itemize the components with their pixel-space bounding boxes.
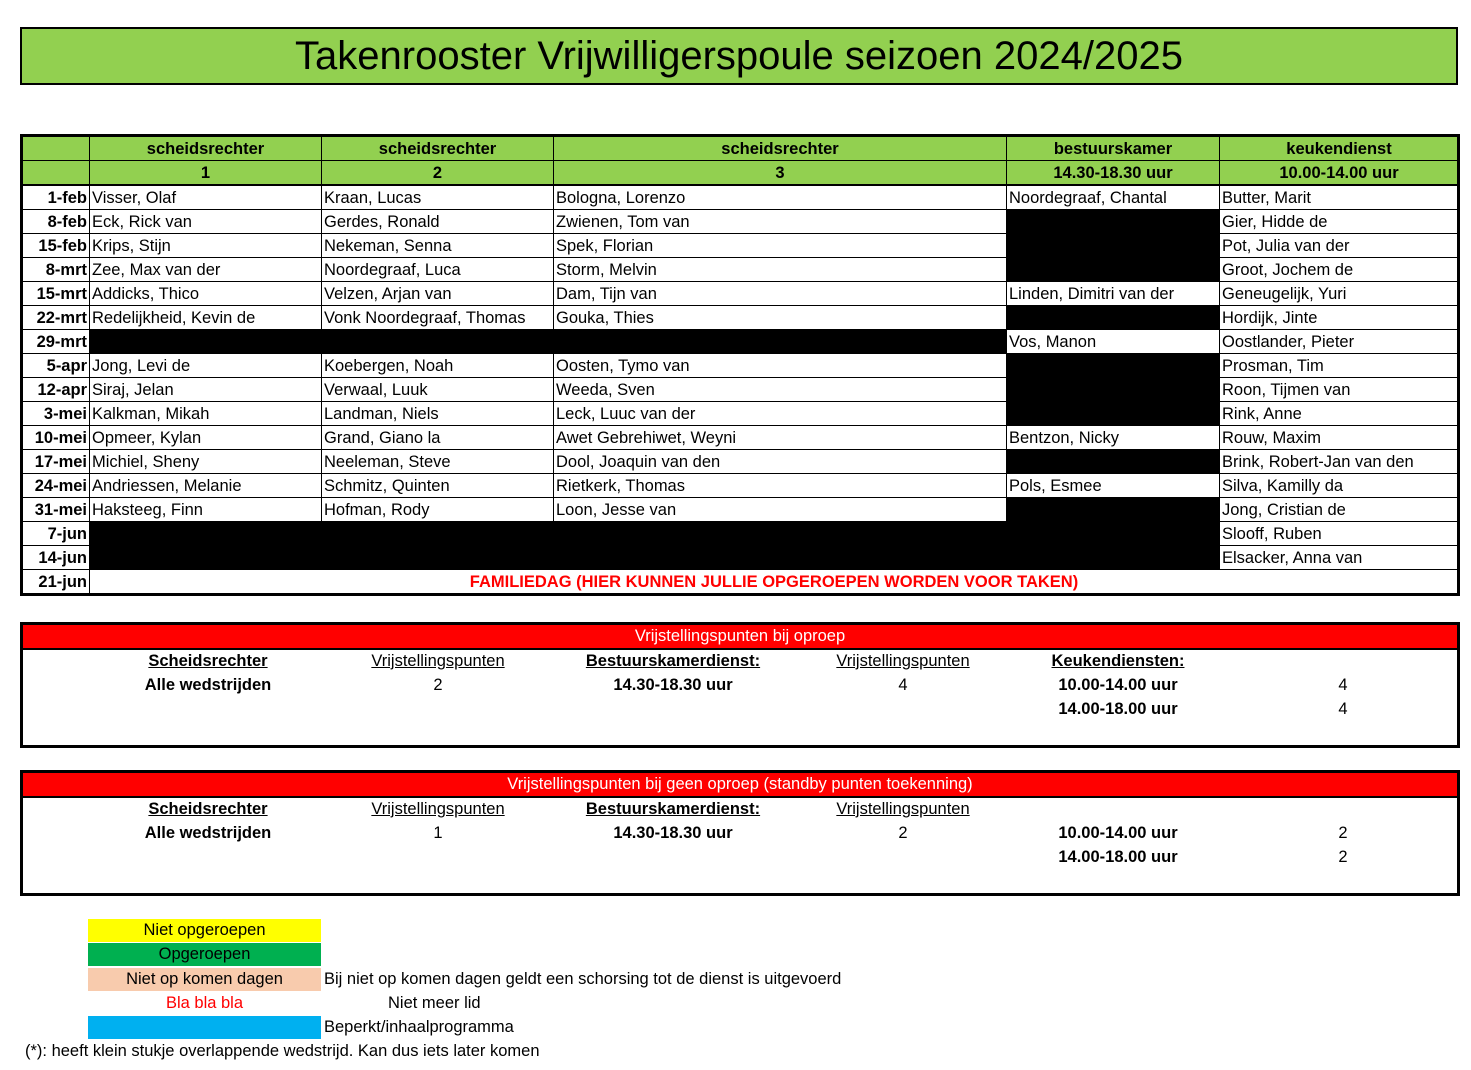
kitchen1-time: 10.00-14.00 uur [1058,676,1178,694]
name-cell: Zwienen, Tom van [554,210,1007,234]
board-time: 14.30-18.30 uur [613,824,733,842]
referee-points-label: Vrijstellingspunten [371,800,505,818]
name-cell: Slooff, Ruben [1220,522,1459,546]
name-cell: Roon, Tijmen van [1220,378,1459,402]
name-cell: Leck, Luuc van der [554,402,1007,426]
name-cell: Kalkman, Mikah [90,402,322,426]
name-cell: Butter, Marit [1220,185,1459,210]
name-cell: Oostlander, Pieter [1220,330,1459,354]
name-cell: Visser, Olaf [90,185,322,210]
name-cell: Neeleman, Steve [322,450,554,474]
date-cell: 7-jun [22,522,90,546]
header-cell: keukendienst [1220,136,1459,161]
header-cell: 3 [554,161,1007,186]
name-cell: Rink, Anne [1220,402,1459,426]
blocked-cell [1007,234,1220,258]
blocked-cell [1007,306,1220,330]
referee-label: Scheidsrechter [148,800,268,818]
name-cell: Bologna, Lorenzo [554,185,1007,210]
name-cell: Noordegraaf, Luca [322,258,554,282]
name-cell: Nekeman, Senna [322,234,554,258]
table-row [22,498,1459,522]
table-row [22,450,1459,474]
date-cell: 15-mrt [22,282,90,306]
blocked-cell [1007,378,1220,402]
date-cell: 12-apr [22,378,90,402]
family-day-row [22,570,1459,595]
name-cell: Pot, Julia van der [1220,234,1459,258]
table-row [22,522,1459,546]
referee-label: Scheidsrechter [148,652,268,670]
name-cell: Haksteeg, Finn [90,498,322,522]
name-cell: Linden, Dimitri van der [1007,282,1220,306]
page-title: Takenrooster Vrijwilligerspoule seizoen 2024/2025 [20,27,1458,85]
name-cell: Weeda, Sven [554,378,1007,402]
blocked-cell [1007,354,1220,378]
header-cell: scheidsrechter [322,136,554,161]
date-cell: 31-mei [22,498,90,522]
name-cell: Koebergen, Noah [322,354,554,378]
date-cell: 10-mei [22,426,90,450]
blocked-cell [1007,546,1220,570]
name-cell: Dool, Joaquin van den [554,450,1007,474]
kitchen2-time: 14.00-18.00 uur [1058,700,1178,718]
blocked-cell [1007,522,1220,546]
points-on-call-panel [20,622,1460,748]
date-cell: 1-feb [22,185,90,210]
name-cell: Landman, Niels [322,402,554,426]
points-standby-panel [20,770,1460,896]
roster-table [20,134,1460,596]
table-row [22,282,1459,306]
name-cell: Siraj, Jelan [90,378,322,402]
name-cell: Verwaal, Luuk [322,378,554,402]
name-cell: Gerdes, Ronald [322,210,554,234]
name-cell: Gier, Hidde de [1220,210,1459,234]
date-cell: 14-jun [22,546,90,570]
table-row [22,234,1459,258]
name-cell: Redelijkheid, Kevin de [90,306,322,330]
header-row [22,136,1459,161]
name-cell: Hofman, Rody [322,498,554,522]
board-points-label: Vrijstellingspunten [836,800,970,818]
table-row [22,546,1459,570]
referee-points: 1 [433,824,443,842]
blocked-cell [322,330,554,354]
name-cell: Schmitz, Quinten [322,474,554,498]
legend-swatch [88,1016,321,1039]
date-cell: 22-mrt [22,306,90,330]
referee-row-label: Alle wedstrijden [144,676,272,694]
name-cell: Dam, Tijn van [554,282,1007,306]
board-points-label: Vrijstellingspunten [836,652,970,670]
name-cell: Hordijk, Jinte [1220,306,1459,330]
name-cell: Eck, Rick van [90,210,322,234]
name-cell: Brink, Robert-Jan van den [1220,450,1459,474]
name-cell: Grand, Giano la [322,426,554,450]
name-cell: Groot, Jochem de [1220,258,1459,282]
legend-desc-limited: Beperkt/inhaalprogramma [324,1018,514,1036]
referee-row-label: Alle wedstrijden [144,824,272,842]
blocked-cell [1007,258,1220,282]
name-cell: Zee, Max van der [90,258,322,282]
name-cell: Andriessen, Melanie [90,474,322,498]
board-points: 2 [898,824,908,842]
panel-title: Vrijstellingspunten bij geen oproep (standby punten toekenning) [23,773,1457,798]
kitchen2-time: 14.00-18.00 uur [1058,848,1178,866]
name-cell: Pols, Esmee [1007,474,1220,498]
kitchen1-points: 2 [1338,824,1348,842]
table-row [22,258,1459,282]
name-cell: Michiel, Sheny [90,450,322,474]
table-row [22,426,1459,450]
name-cell: Bentzon, Nicky [1007,426,1220,450]
table-row [22,306,1459,330]
name-cell: Prosman, Tim [1220,354,1459,378]
kitchen-label: Keukendiensten: [1051,652,1185,670]
legend-desc-no-show: Bij niet op komen dagen geldt een schorsing tot de dienst is uitgevoerd [324,970,842,988]
referee-points: 2 [433,676,443,694]
legend-desc-no-member: Niet meer lid [388,994,481,1012]
board-time: 14.30-18.30 uur [613,676,733,694]
header-cell: scheidsrechter [554,136,1007,161]
header-cell: 2 [322,161,554,186]
date-cell: 17-mei [22,450,90,474]
date-cell: 5-apr [22,354,90,378]
blocked-cell [1007,498,1220,522]
panel-title: Vrijstellingspunten bij oproep [23,625,1457,650]
blocked-cell [90,546,322,570]
header-row [22,161,1459,186]
header-cell: 10.00-14.00 uur [1220,161,1459,186]
blocked-cell [1007,402,1220,426]
name-cell: Geneugelijk, Yuri [1220,282,1459,306]
date-cell: 29-mrt [22,330,90,354]
name-cell: Noordegraaf, Chantal [1007,185,1220,210]
legend-footnote: (*): heeft klein stukje overlappende wedstrijd. Kan dus iets later komen [25,1042,540,1060]
table-row [22,402,1459,426]
table-row [22,354,1459,378]
name-cell: Kraan, Lucas [322,185,554,210]
header-corner-cell [22,161,90,186]
header-cell: bestuurskamer [1007,136,1220,161]
name-cell: Jong, Levi de [90,354,322,378]
legend-swatch: Niet opgeroepen [88,919,321,942]
name-cell: Rietkerk, Thomas [554,474,1007,498]
table-row [22,330,1459,354]
header-cell: scheidsrechter [90,136,322,161]
date-cell: 8-mrt [22,258,90,282]
blocked-cell [1007,450,1220,474]
blocked-cell [554,546,1007,570]
name-cell: Spek, Florian [554,234,1007,258]
date-cell: 21-jun [22,570,90,595]
blocked-cell [90,330,322,354]
name-cell: Vonk Noordegraaf, Thomas [322,306,554,330]
blocked-cell [90,522,322,546]
blocked-cell [554,522,1007,546]
date-cell: 24-mei [22,474,90,498]
blocked-cell [1007,210,1220,234]
family-day-cell: FAMILIEDAG (HIER KUNNEN JULLIE OPGEROEPEN WORDEN VOOR TAKEN) [90,570,1459,595]
table-row [22,185,1459,210]
name-cell: Krips, Stijn [90,234,322,258]
header-cell: 1 [90,161,322,186]
kitchen2-points: 4 [1338,700,1348,718]
board-label: Bestuurskamerdienst: [585,800,761,818]
name-cell: Opmeer, Kylan [90,426,322,450]
name-cell: Addicks, Thico [90,282,322,306]
legend-swatch: Bla bla bla [88,992,321,1015]
table-row [22,210,1459,234]
name-cell: Velzen, Arjan van [322,282,554,306]
date-cell: 15-feb [22,234,90,258]
roster-body [22,136,1459,595]
kitchen1-time: 10.00-14.00 uur [1058,824,1178,842]
name-cell: Storm, Melvin [554,258,1007,282]
name-cell: Rouw, Maxim [1220,426,1459,450]
board-label: Bestuurskamerdienst: [585,652,761,670]
name-cell: Oosten, Tymo van [554,354,1007,378]
legend-swatch: Niet op komen dagen [88,968,321,991]
name-cell: Awet Gebrehiwet, Weyni [554,426,1007,450]
kitchen1-points: 4 [1338,676,1348,694]
name-cell: Vos, Manon [1007,330,1220,354]
name-cell: Silva, Kamilly da [1220,474,1459,498]
kitchen2-points: 2 [1338,848,1348,866]
name-cell: Elsacker, Anna van [1220,546,1459,570]
date-cell: 3-mei [22,402,90,426]
header-cell: 14.30-18.30 uur [1007,161,1220,186]
blocked-cell [322,522,554,546]
name-cell: Loon, Jesse van [554,498,1007,522]
table-row [22,378,1459,402]
table-row [22,474,1459,498]
name-cell: Gouka, Thies [554,306,1007,330]
blocked-cell [322,546,554,570]
blocked-cell [554,330,1007,354]
legend-swatch: Opgeroepen [88,943,321,966]
referee-points-label: Vrijstellingspunten [371,652,505,670]
date-cell: 8-feb [22,210,90,234]
board-points: 4 [898,676,908,694]
name-cell: Jong, Cristian de [1220,498,1459,522]
header-corner-cell [22,136,90,161]
